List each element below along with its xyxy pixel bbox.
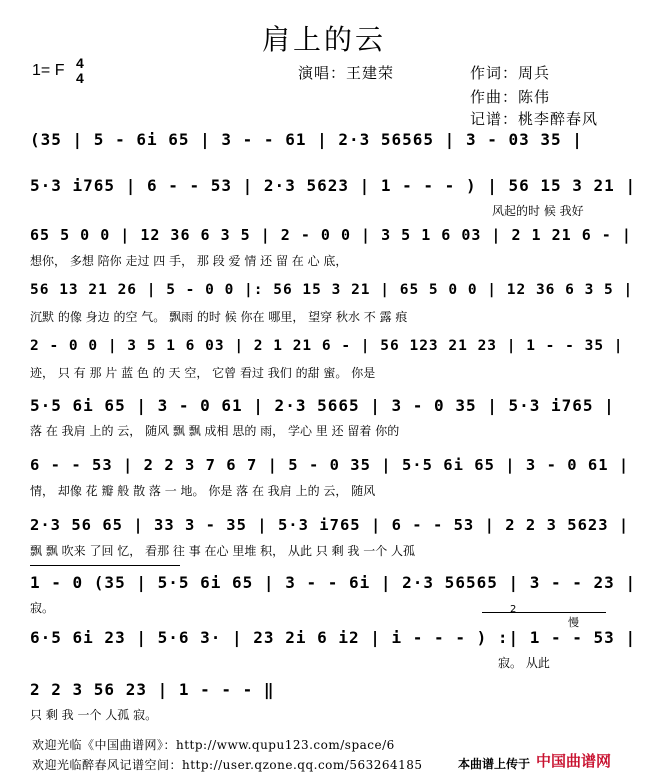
lyric-line: 寂。 从此 (498, 656, 550, 670)
volta-bracket (482, 612, 606, 613)
footer-link-qzone[interactable]: 欢迎光临醉春风记谱空间：http://user.qzone.qq.com/563264185 (32, 758, 423, 772)
lyric-line: 想你， 多想 陪你 走过 四 手， 那 段 爱 情 还 留 在 心 底， (30, 254, 348, 268)
notation-line: 2·3 56 65 | 33 3 - 35 | 5·3 i765 | 6 - - 53 | 2 2 3 5623 | (30, 516, 630, 534)
time-signature-top: 4 (76, 55, 84, 71)
site-logo: 中国曲谱网 (536, 752, 612, 770)
page-title: 肩上的云 (261, 23, 386, 56)
time-signature-bottom: 4 (76, 70, 84, 86)
lyric-line: 只 剩 我 一个 人孤 寂。 (30, 708, 158, 722)
lyric-line: 沉默 的像 身边 的空 气。 飘雨 的时 候 你在 哪里， 望穿 秋水 不 露 痕 (30, 310, 408, 324)
composer-credit: 作曲：陈伟 (470, 88, 551, 106)
lyric-line: 情， 却像 花 瓣 般 散 落 一 地。 你是 落 在 我肩 上的 云， 随风 (30, 484, 376, 498)
transcriber-credit: 记谱：桃李醉春风 (470, 110, 599, 128)
notation-line: 2 - 0 0 | 3 5 1 6 03 | 2 1 21 6 - | 56 123 21 23 | 1 - - 35 | (30, 338, 624, 354)
notation-line: 65 5 0 0 | 12 36 6 3 5 | 2 - 0 0 | 3 5 1 6 03 | 2 1 21 6 - | (30, 226, 632, 244)
singer-credit: 演唱：王建荣 (298, 64, 395, 82)
notation-line: 5·5 6i 65 | 3 - 0 61 | 2·3 5665 | 3 - 0 35 | 5·3 i765 | (30, 396, 615, 415)
lyric-line: 落 在 我肩 上的 云， 随风 飘 飘 成相 思的 雨， 学心 里 还 留着 你的 (30, 424, 400, 438)
lyricist-credit: 作词：周兵 (470, 64, 551, 82)
notation-line: 2 2 3 56 23 | 1 - - - ‖ (30, 680, 275, 699)
notation-line: (35 | 5 - 6i 65 | 3 - - 61 | 2·3 56565 | 3 - 03 35 | (30, 130, 583, 149)
lyric-line: 寂。 (30, 601, 55, 615)
notation-line: 6 - - 53 | 2 2 3 7 6 7 | 5 - 0 35 | 5·5 6i 65 | 3 - 0 61 | (30, 456, 630, 474)
intro-repeat-line (30, 565, 180, 566)
notation-line: 56 13 21 26 | 5 - 0 0 |: 56 15 3 21 | 65 5 0 0 | 12 36 6 3 5 | (30, 282, 634, 298)
notation-line: 1 - 0 (35 | 5·5 6i 65 | 3 - - 6i | 2·3 56565 | 3 - - 23 | (30, 573, 637, 592)
tempo-mark: 慢 (568, 616, 579, 629)
lyric-line: 风起的时 候 我好 (492, 204, 584, 218)
notation-line: 6·5 6i 23 | 5·6 3· | 23 2i 6 i2 | i - - - ) :| 1 - - 53 | (30, 628, 637, 647)
time-signature (76, 56, 84, 86)
lyric-line: 飘 飘 吹来 了回 忆， 看那 往 事 在心 里堆 积， 从此 只 剩 我 一个 人孤 (30, 544, 416, 558)
notation-line: 5·3 i765 | 6 - - 53 | 2·3 5623 | 1 - - - ) | 56 15 3 21 | (30, 176, 637, 195)
volta-number: 2 (510, 604, 517, 615)
footer-link-qupu[interactable]: 欢迎光临《中国曲谱网》：http://www.qupu123.com/space/6 (32, 738, 395, 752)
lyric-line: 迹， 只 有 那 片 蓝 色 的 天 空， 它曾 看过 我们 的甜 蜜。 你是 (30, 366, 376, 380)
uploaded-label: 本曲谱上传于 (458, 757, 531, 771)
key-signature: 1= F (32, 62, 65, 79)
